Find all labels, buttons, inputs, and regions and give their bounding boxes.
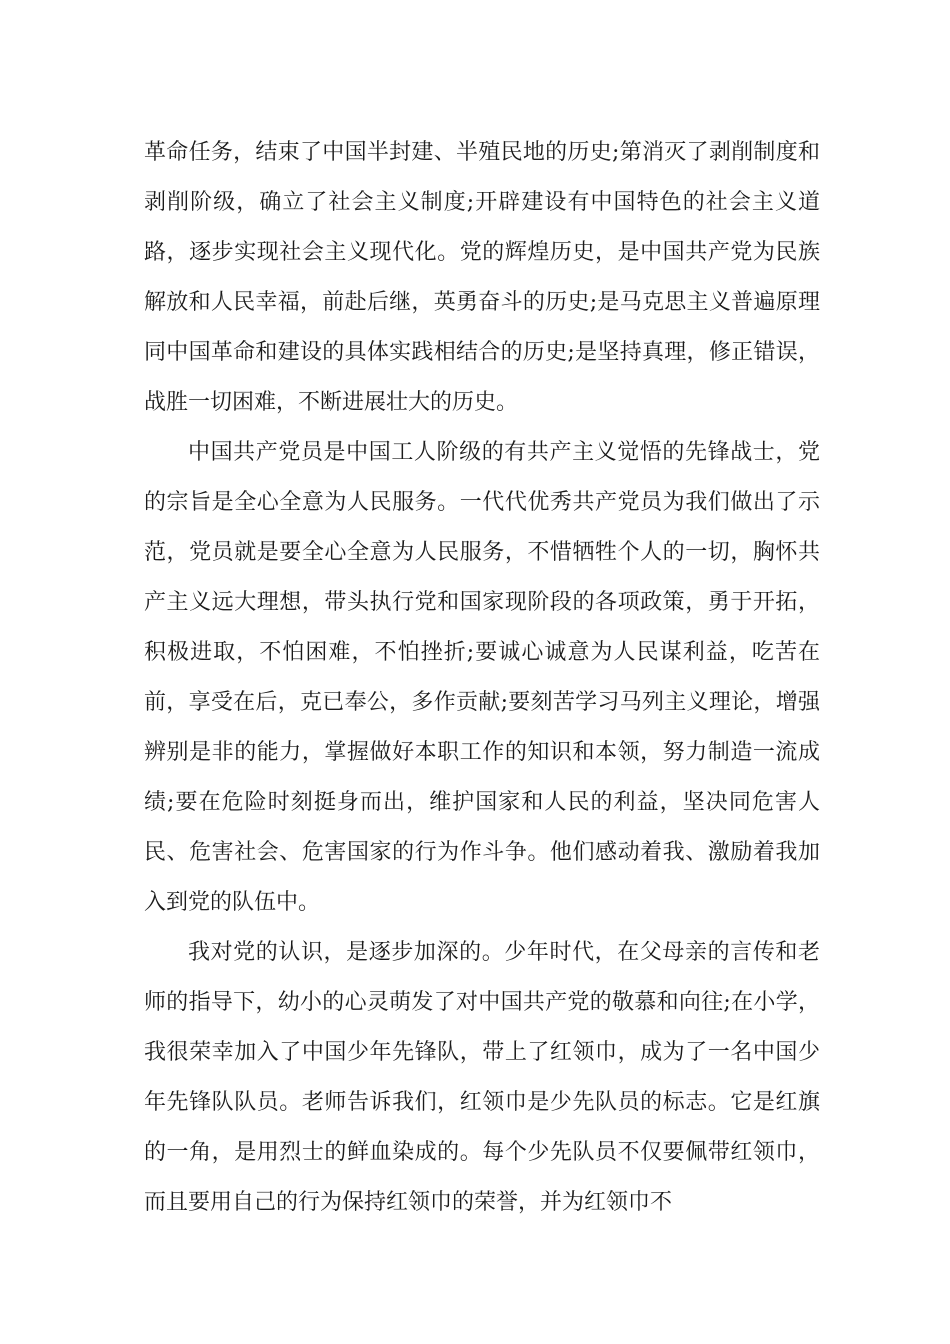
paragraph-party-member: 中国共产党员是中国工人阶级的有共产主义觉悟的先锋战士，党的宗旨是全心全意为人民服务。一代代优秀共产党员为我们做出了示范，党员就是要全心全意为人民服务，不惜牺牲个人的一切，胸怀共产主义远大理想，带头执行党和国家现阶段的各项政策，勇于开拓，积极进取，不怕困难，不怕挫折;要诚心诚意为人民谋利益，吃苦在前，享受在后，克已奉公，多作贡献;要刻苦学习马列主义理论，增强辨别是非的能力，掌握做好本职工作的知识和本领，努力制造一流成绩;要在危险时刻挺身而出，维护国家和人民的利益，坚决同危害人民、危害社会、危害国家的行为作斗争。他们感动着我、激励着我加入到党的队伍中。 — [144, 440, 820, 915]
document-body — [144, 128, 820, 1228]
paragraph-continuation: 革命任务，结束了中国半封建、半殖民地的历史;第消灭了剥削制度和剥削阶级，确立了社会主义制度;开辟建设有中国特色的社会主义道路，逐步实现社会主义现代化。党的辉煌历史，是中国共产党为民族解放和人民幸福，前赴后继，英勇奋斗的历史;是马克思主义普遍原理同中国革命和建设的具体实践相结合的历史;是坚持真理，修正错误，战胜一切困难，不断进展壮大的历史。 — [144, 140, 820, 415]
paragraph-understanding: 我对党的认识，是逐步加深的。少年时代，在父母亲的言传和老师的指导下，幼小的心灵萌发了对中国共产党的敬慕和向往;在小学，我很荣幸加入了中国少年先锋队，带上了红领巾，成为了一名中国少年先锋队队员。老师告诉我们，红领巾是少先队员的标志。它是红旗的一角，是用烈士的鲜血染成的。每个少先队员不仅要佩带红领巾，而且要用自己的行为保持红领巾的荣誉，并为红领巾不 — [144, 940, 820, 1215]
